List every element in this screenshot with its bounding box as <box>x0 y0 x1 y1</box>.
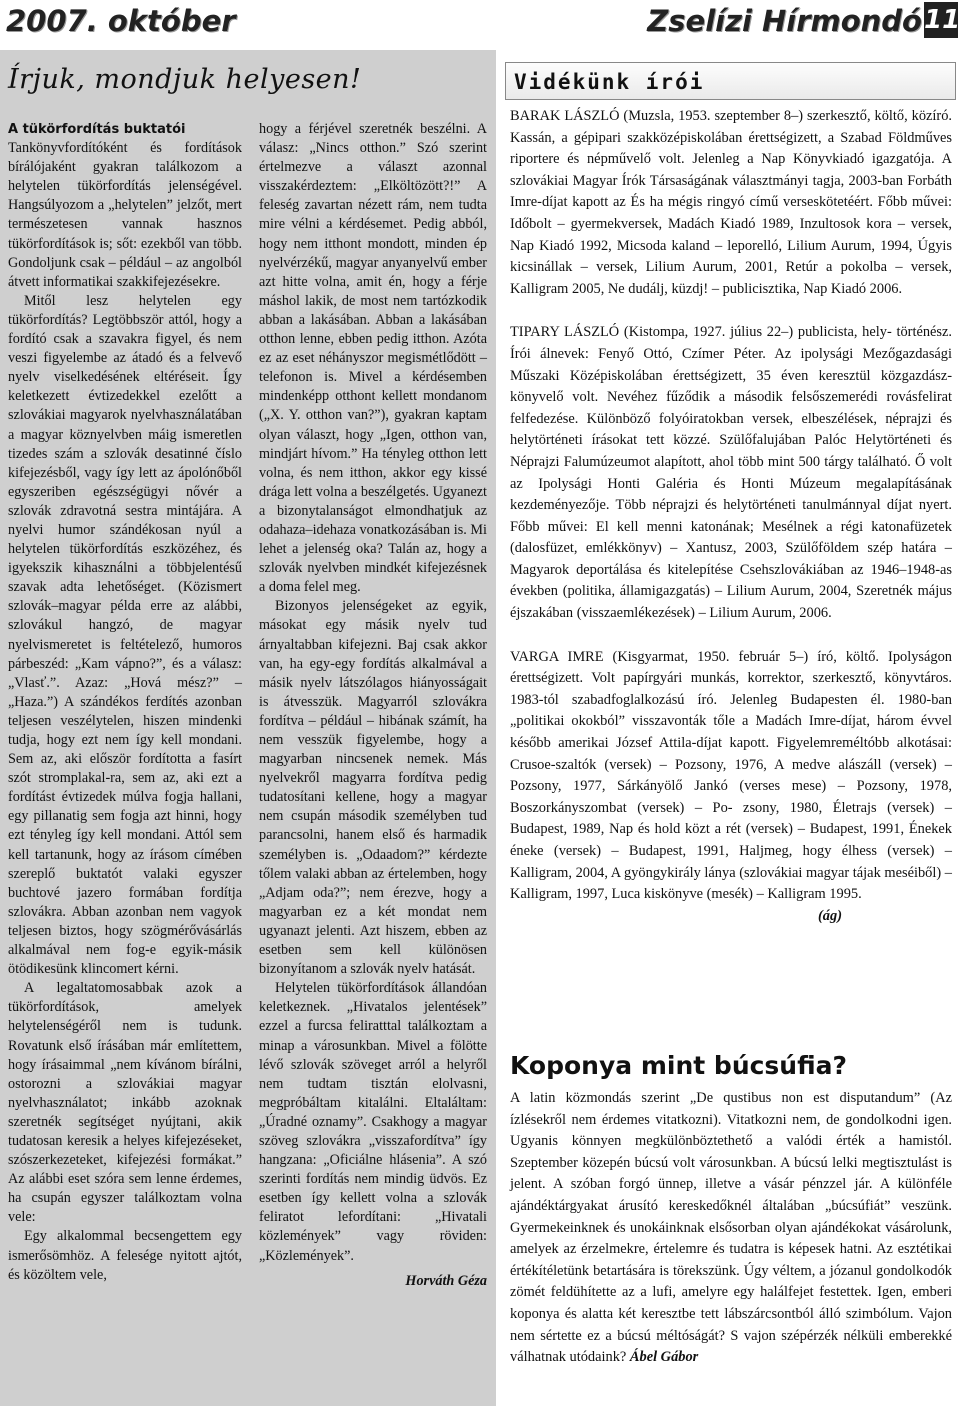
paragraph: Helytelen tükörfordítások állandóan keletkeznek. „Hivatalos jelentések” ezzel a furcsa feliratttal találkoztam a minap a városunkban. Mivel a fölötte lévő szlovák szöveget arról a helyről nem tudtam tisztán elolvasni, megpróbáltam kitalálni. Eltaláltam: „Úradné oznamy”. Csakhogy a magyar szöveg szlovákra „visszafordítva” így hangzana: „Oficiálne hlásenia”. A szó szerinti fordítás nem mindig üdvös. Ez esetben így kellett volna a szlovák feliratot lefordítani: „Hivatali közlemények” vagy röviden: „Közlemények”. <box>259 980 487 1264</box>
authors-signature: (ág) <box>818 907 842 924</box>
paragraph: Egy alkalommal becsengettem egy ismerősömhöz. A felesége nyitott ajtót, és közöltem vele, <box>8 1228 242 1283</box>
author-bio: TIPARY LÁSZLÓ (Kistompa, 1927. július 22–) publicista, hely- történész. Írói álnevek: Fenyő Ottó, Czímer Péter. Az ipolysági Mezőgazdasági Műszaki Középiskolában érettségizett, 35 éven keresztül közgazdász-könyvelő volt. Nevéhez fűződik a második felsőszemerédi rovásfelirat felfedezése. Különböző folyóiratokban versek, elbeszélések, néprajzi és helytörténeti írásokat tett közzé. Szülőfalujában Palóc Helytörténeti és Néprajzi Falumúzeumot alapított, ahol több mint 500 tárgy található. Ő volt az Ipolysági Honti Galéria és Honti Múzeum megalapításának kezdeményezője. Több néprajzi és helytörténeti tanulmánnyal díjat nyert. Főbb művei: El kell menni katonának; Mesélnek a régi katonafüzetek (dalosfüzet, emlékkönyv) – Xantusz, 2003, Szülőföldem szép határa – Magyarok deportálása és kitelepítése Csehszlovákiában az 1946–1948-as években (politika, államigazgatás) – Lilium Aurum, 2004, Szeretnék május éjszakában (visszaemlékezések) – Lilium Aurum, 2006. <box>510 324 952 622</box>
paragraph: Bizonyos jelenségeket az egyik, másokat egy másik nyelv tud árnyaltabban kifejezni. Baj csak akkor van, ha egy-egy fordítás alkalmával a másik nyelv látszólagos hiányosságait is átvesszük. Magyarról szlovákra fordítva – például – hibának számít, ha nem vesszük figyelembe, hogy a magyarban nincsenek nemek. Más nyelvekről magyarra fordítva pedig tudatosítani kellene, hogy a magyar nem csupán második személyben tud parancsolni, hanem első és harmadik személyben is. „Odaadom?” kérdezte tőlem valaki abban az értelemben, hogy „Adjam oda?”; nem érezve, hogy a magyarban ez a két mondat nem ugyanazt jelenti. Azt hiszem, ebben az esetben sem kell különösen bizonyítanom a szlovák nyelv hatását. <box>259 598 487 978</box>
paragraph: A legaltatomosabbak azok a tükörfordítások, amelyek helytelenségéről nem is tudunk. Rovatunk első írásában már említettem, hogy írásaimmal „nem kívánom bírálni, ostorozni a szlovákiai magyar nyelvhasználatot; inkább azoknak szeretnék segítséget nyújtani, akik tudatosan keresik a helyes kifejezéseket, szószerkezeteket, kifejezési formákat.” Az alábbi eset szóra sem lenne érdemes, ha csupán egyszer találkoztam volna vele: <box>8 980 242 1226</box>
article-column-2 <box>259 120 487 1291</box>
header-paper-name: Zselízi Hírmondó <box>647 4 922 38</box>
koponya-signature: Ábel Gábor <box>629 1349 699 1366</box>
koponya-text: A latin közmondás szerint „De qustibus non est disputandum” (Az ízlésekről nem érdemes vitatkozni). Vitatkozni nem, de gondolkodni igen. Ugyanis könnyen megkülönböztethető a valódi érték a hamistól. Szeptember közepén búcsú volt városunkban. A búcsú lelki megtisztulást is jelent. A szóban forgó ünnep, illetve a vásár pénzzel jár. A különféle ajándéktárgyakat árusító kereskedőknél általában „búcsúfiát” veszünk. Gyermekeinknek és unokáinknak elsősorban olyan ajándékokat vásárolunk, amelyek az érzelmekre, értelemre és tudatra is képesek hatni. Az esztétikai értékítéletünk betartására is törekszünk. Úgy véltem, a józanul gondolkodók zömét feldühítette az a lufi, amelyre egy halálfejet festettek. Igen, emberi koponya és alatta két keresztbe tett lábszárcsontból álló szimbólum. Vajon nem sértette ez a búcsú méltóságát? S vajon szépérzék nélküli emberekké válhatnak utódaink? <box>510 1090 952 1366</box>
paragraph: hogy a férjével szeretnék beszélni. A válasz: „Nincs otthon.” Szó szerint értelmezve a választ azonnal visszakérdeztem: „Elköltözött?!” A feleség zavartan nézett rám, nem tudta mire vélni a kérdésemet. Pedig abból, hogy nem itthont mondott, minden ép nyelvérzékű, magyar anyanyelvű ember azt hitte volna, amit én, hogy a férje máshol lakik, de most nem tartózkodik abban a lakásában. Abban a lakásában otthon lenne, ebben pedig itthon. Azóta ez az eset néhányszor megismétlődött – telefonon is. Mivel a kérdésemben mindenképp otthont kellett mondanom („X. Y. otthon van?”), gyakran kaptam olyan választ, hogy „Igen, otthon van, mindjárt hívom.” Ha tényleg otthon lett volna, és nem itthon, akkor egy kissé drága lett volna a beszélgetés. Ugyanezt a bizonytalanságot elmondhatjuk az odahaza–idehaza vonatkozásában is. Mi lehet a jelenség oka? Talán az, hogy a szlovák nyelvben mindkét kifejezésnek a doma felel meg. <box>259 121 487 596</box>
author-bio: BARAK LÁSZLÓ (Muzsla, 1953. szeptember 8–) szerkesztő, költő, közíró. Kassán, a gépipari szakközépiskolában érettségizett, a Szabad Földműves riportere és népművelő volt. Jelenleg a Nap Könyvkiadó igazgatója. A szlovákiai Magyar Írók Társaságának választmányi tagja, 2003-ban Forbáth Imre-díjat kapott az És ha mégis ringyó című verseskötetéért. Főbb művei: Időbolt – gyermekversek, Madách Kiadó 1989, Inzultosok kora – versek, Nap Kiadó 1992, Micsoda kaland – leporelló, Lilium Aurum, 1994, Úgyis kicsinállak – versek, Lilium Aurum, 2001, Retúr a pokolba – versek, Kalligram 2005, Ne dudálj, küzdj! – publicisztika, Nap Kiadó 2006. <box>510 108 952 297</box>
author-signature: Horváth Géza <box>405 1272 487 1289</box>
authors-box-title: Vidékünk írói <box>505 62 956 100</box>
authors-column <box>510 106 952 927</box>
article-column-1 <box>8 120 242 1285</box>
section-title: Írjuk, mondjuk helyesen! <box>8 64 362 95</box>
author-bio: VARGA IMRE (Kisgyarmat, 1950. február 5–) író, költő. Ipolyságon érettségizett. Volt papírgyári munkás, korrektor, szerkesztő, könyvtáros. 1983-tól szabadfoglalkozású író. Jelenleg Budapesten él. 1980-ban „politikai okokból” visszavonták tőle a Madách Imre-díjat, három évvel később amerikai József Attila-díjat kapott. Figyelemreméltóbb alkotásai: Crusoe-szaltók (versek) – Pozsony, 1976, A medve alászáll (versek) – Pozsony, 1977, Sárkányölő Jankó (verses mese) – Pozsony, 1978, Boszorkányszombat (versek) – Po- zsony, 1980, Életrajs (versek) – Budapest, 1989, Nap és hold közt a rét (versek) – Budapest, 1991, Énekek éneke (versek) – Budapest, 1991, Haljmeg, hogy élhess (versek) – Kalligram, 2004, A gyöngykirály lánya (szlovákiai magyar tájak meséiből) – Kalligram, 1997, Luca kiskönyve (mesék) – Kalligram 1995. <box>510 648 952 903</box>
header-date: 2007. október <box>6 4 236 38</box>
article-subhead: A tükörfordítás buktatói <box>8 122 186 137</box>
paragraph: Tankönyvfordítóként és fordítások bírálójaként gyakran találkozom a helytelen tükörfordítás jelenségével. Hangsúlyozom a „helytelen” jelzőt, mert természetesen vannak hasznos tükörfordítások is; sőt: ezekből van több. Gondoljunk csak – például – az angolból átvett informatikai szakkifejezésekre. <box>8 140 242 290</box>
page-number: 11 <box>924 2 958 38</box>
paragraph: Mitől lesz helytelen egy tükörfordítás? Legtöbbször attól, hogy a fordító csak a szavakra figyel, és nem veszi figyelembe az átadó és a felvevő nyelv viselkedésének eltéréseit. Így keletkezett évtizedekkel ezelőtt a szlovákiai magyarok nyelvhasználatában a magyar köznyelvben máig ismeretlen tizedes szám a szlovák desatinné číslo kifejezésből, vagy így lett az ápolónőből egyszeriben egészségügyi nővér a szlovák zdravotná sestra mintájára. A nyelvi humor szándékosan nyúl a helytelen tükörfordítás eszközéhez, és igyekszik kihasználni a többjelentésű szavak adta lehetőséget. (Közismert szlovák–magyar példa erre az alábbi, szlovákul hangzó, de magyar nyelvismeretet is feltételező, humoros párbeszéd: „Kam vápno?”, és a válasz: „Vlasť.”. Azaz: „Hová mész?” – „Haza.”) A szándékos ferdítés azonban teljesen veszélytelen, hiszen mindenki tudja, hogy ezt nem így kell mondani. Sem az, aki először fordította a fasírt szót stromplakal-ra, sem az, aki ezt a fordítást évtizedek múlva fogja hallani, egy pillanatig sem fogja azt hinni, hogy ezt tényleg így kell mondani. Attól sem kell tartanunk, hogy az írásom címében szereplő buktatót valaki egyszer buchtové jazero formában fordítja szlovákra. Abban azonban nem vagyok teljesen biztos, hogy szögmérővásárlás alkalmával nem fog-e egyik-másik ötödikesünk klincomert kérni. <box>8 292 242 978</box>
koponya-column <box>510 1088 952 1369</box>
koponya-title: Koponya mint búcsúfia? <box>510 1051 848 1080</box>
koponya-body <box>510 1088 952 1369</box>
